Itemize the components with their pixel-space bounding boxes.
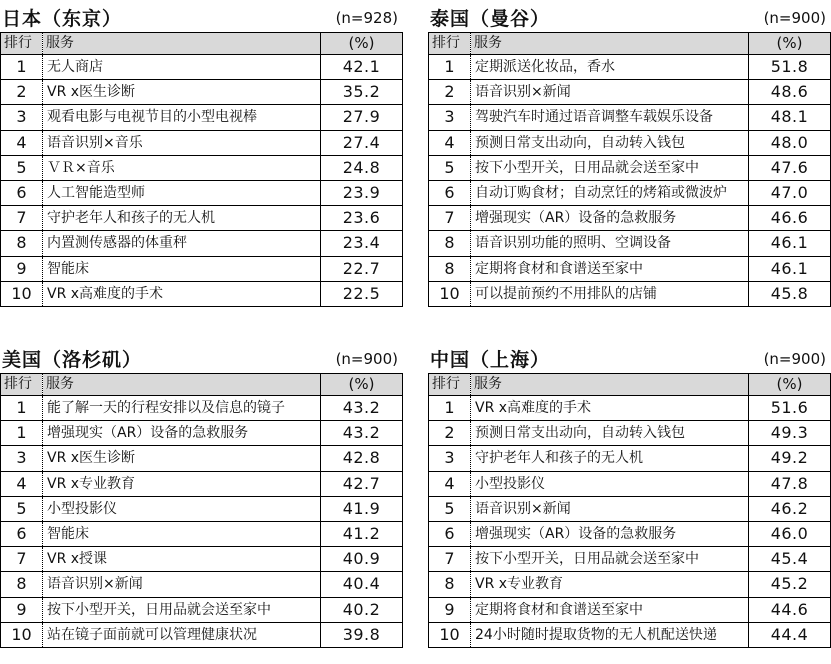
ranking-panel-thailand-bangkok (428, 0, 830, 307)
panel-title: 中国（上海） (430, 349, 551, 371)
service-cell: 智能床 (43, 256, 321, 281)
percent-cell: 45.8 (749, 281, 831, 306)
rank-cell: 4 (429, 471, 471, 496)
panel-header (0, 0, 402, 32)
table-row (1, 105, 403, 130)
table-row (1, 80, 403, 105)
rank-cell: 2 (429, 80, 471, 105)
rank-cell: 5 (1, 496, 43, 521)
percent-cell: 49.3 (749, 421, 831, 446)
service-cell: VR x医生诊断 (43, 80, 321, 105)
percent-cell: 22.7 (321, 256, 403, 281)
service-cell: 人工智能造型师 (43, 180, 321, 205)
percent-cell: 51.8 (749, 55, 831, 80)
rank-cell: 6 (429, 180, 471, 205)
percent-cell: 40.9 (321, 547, 403, 572)
percent-cell: 40.2 (321, 597, 403, 622)
table-row (1, 622, 403, 647)
percent-cell: 42.1 (321, 55, 403, 80)
rank-cell: 5 (429, 155, 471, 180)
percent-cell: 42.7 (321, 471, 403, 496)
table-row (1, 155, 403, 180)
rank-cell: 9 (1, 256, 43, 281)
table-row (429, 597, 831, 622)
table-row (1, 180, 403, 205)
rank-cell: 4 (429, 130, 471, 155)
rank-cell: 3 (1, 105, 43, 130)
table-header-row (1, 33, 403, 55)
table-header-row (1, 374, 403, 396)
sample-size: (n=900) (763, 9, 826, 27)
ranking-table (428, 373, 831, 648)
rank-cell: 7 (1, 547, 43, 572)
ranking-table (0, 32, 403, 307)
panel-title: 美国（洛杉矶） (2, 349, 143, 371)
table-row (429, 547, 831, 572)
panel-header (428, 341, 830, 373)
percent-cell: 23.9 (321, 180, 403, 205)
rank-cell: 1 (1, 396, 43, 421)
rank-cell: 9 (429, 597, 471, 622)
percent-cell: 49.2 (749, 446, 831, 471)
panel-header (0, 341, 402, 373)
table-row (1, 597, 403, 622)
service-cell: 增强现实（AR）设备的急救服务 (471, 521, 749, 546)
rank-cell: 8 (1, 572, 43, 597)
ranking-panel-usa-los-angeles (0, 341, 402, 648)
rank-cell: 4 (1, 471, 43, 496)
percent-cell: 27.4 (321, 130, 403, 155)
table-header-row (429, 374, 831, 396)
percent-cell: 46.1 (749, 256, 831, 281)
sample-size: (n=928) (335, 9, 398, 27)
table-row (1, 130, 403, 155)
rank-cell: 7 (1, 206, 43, 231)
service-cell: ＶＲ×音乐 (43, 155, 321, 180)
rank-cell: 1 (429, 55, 471, 80)
service-cell: 增强现实（AR）设备的急救服务 (471, 206, 749, 231)
service-cell: 定期派送化妆品，香水 (471, 55, 749, 80)
rank-cell: 6 (1, 180, 43, 205)
percent-cell: 42.8 (321, 446, 403, 471)
percent-column-header: (%) (749, 33, 831, 55)
service-cell: 内置测传感器的体重秤 (43, 231, 321, 256)
percent-cell: 51.6 (749, 396, 831, 421)
rank-cell: 7 (429, 547, 471, 572)
service-cell: 定期将食材和食谱送至家中 (471, 256, 749, 281)
table-row (1, 281, 403, 306)
rank-cell: 8 (1, 231, 43, 256)
rank-cell: 3 (429, 105, 471, 130)
service-cell: 智能床 (43, 521, 321, 546)
percent-cell: 48.0 (749, 130, 831, 155)
rank-cell: 6 (1, 521, 43, 546)
service-cell: 按下小型开关，日用品就会送至家中 (43, 597, 321, 622)
percent-cell: 47.0 (749, 180, 831, 205)
table-row (429, 496, 831, 521)
table-row (429, 180, 831, 205)
percent-cell: 46.2 (749, 496, 831, 521)
service-column-header: 服务 (471, 33, 749, 55)
rank-cell: 5 (1, 155, 43, 180)
table-row (429, 521, 831, 546)
service-cell: 小型投影仪 (43, 496, 321, 521)
service-cell: VR x医生诊断 (43, 446, 321, 471)
percent-column-header: (%) (749, 374, 831, 396)
sample-size: (n=900) (335, 350, 398, 368)
percent-cell: 27.9 (321, 105, 403, 130)
rank-cell: 5 (429, 496, 471, 521)
rank-column-header: 排行 (1, 374, 43, 396)
table-row (1, 231, 403, 256)
rank-cell: 7 (429, 206, 471, 231)
service-cell: 小型投影仪 (471, 471, 749, 496)
percent-cell: 24.8 (321, 155, 403, 180)
percent-cell: 40.4 (321, 572, 403, 597)
rank-cell: 1 (429, 396, 471, 421)
service-column-header: 服务 (43, 33, 321, 55)
rank-cell: 10 (429, 281, 471, 306)
percent-cell: 47.6 (749, 155, 831, 180)
percent-cell: 46.6 (749, 206, 831, 231)
table-row (429, 446, 831, 471)
table-row (429, 231, 831, 256)
table-row (429, 572, 831, 597)
service-cell: VR x高难度的手术 (43, 281, 321, 306)
percent-cell: 48.6 (749, 80, 831, 105)
table-row (1, 55, 403, 80)
percent-cell: 41.9 (321, 496, 403, 521)
rank-cell: 6 (429, 521, 471, 546)
percent-cell: 39.8 (321, 622, 403, 647)
service-cell: 预测日常支出动向，自动转入钱包 (471, 130, 749, 155)
service-cell: 定期将食材和食谱送至家中 (471, 597, 749, 622)
table-row (429, 396, 831, 421)
table-row (1, 572, 403, 597)
percent-column-header: (%) (321, 374, 403, 396)
percent-cell: 47.8 (749, 471, 831, 496)
rank-column-header: 排行 (1, 33, 43, 55)
service-cell: VR x高难度的手术 (471, 396, 749, 421)
table-row (1, 421, 403, 446)
table-row (1, 446, 403, 471)
percent-cell: 35.2 (321, 80, 403, 105)
percent-cell: 44.4 (749, 622, 831, 647)
service-cell: 自动订购食材；自动烹饪的烤箱或微波炉 (471, 180, 749, 205)
service-cell: 预测日常支出动向，自动转入钱包 (471, 421, 749, 446)
panel-title: 泰国（曼谷） (430, 8, 551, 30)
rank-cell: 9 (1, 597, 43, 622)
table-row (429, 281, 831, 306)
panel-header (428, 0, 830, 32)
table-row (1, 396, 403, 421)
rank-cell: 4 (1, 130, 43, 155)
rank-cell: 3 (429, 446, 471, 471)
table-row (1, 256, 403, 281)
service-cell: 语音识别×音乐 (43, 130, 321, 155)
percent-cell: 41.2 (321, 521, 403, 546)
table-header-row (429, 33, 831, 55)
table-row (429, 155, 831, 180)
rank-cell: 8 (429, 231, 471, 256)
service-cell: 可以提前预约不用排队的店铺 (471, 281, 749, 306)
table-row (429, 80, 831, 105)
percent-column-header: (%) (321, 33, 403, 55)
rank-cell: 1 (1, 55, 43, 80)
table-row (429, 105, 831, 130)
service-cell: 语音识别×新闻 (471, 496, 749, 521)
service-cell: VR x专业教育 (43, 471, 321, 496)
rank-cell: 10 (1, 281, 43, 306)
service-column-header: 服务 (471, 374, 749, 396)
service-cell: 增强现实（AR）设备的急救服务 (43, 421, 321, 446)
percent-cell: 45.2 (749, 572, 831, 597)
percent-cell: 43.2 (321, 396, 403, 421)
rank-column-header: 排行 (429, 33, 471, 55)
percent-cell: 48.1 (749, 105, 831, 130)
table-row (429, 130, 831, 155)
percent-cell: 23.6 (321, 206, 403, 231)
table-row (1, 521, 403, 546)
rank-cell: 10 (1, 622, 43, 647)
rank-cell: 2 (429, 421, 471, 446)
ranking-table (0, 373, 403, 648)
service-cell: VR x专业教育 (471, 572, 749, 597)
table-row (429, 256, 831, 281)
rank-column-header: 排行 (429, 374, 471, 396)
table-row (1, 496, 403, 521)
service-cell: 24小时随时提取货物的无人机配送快递 (471, 622, 749, 647)
service-cell: 站在镜子面前就可以管理健康状况 (43, 622, 321, 647)
table-row (1, 471, 403, 496)
rank-cell: 8 (429, 572, 471, 597)
rank-cell: 10 (429, 622, 471, 647)
service-cell: 按下小型开关，日用品就会送至家中 (471, 547, 749, 572)
table-row (429, 206, 831, 231)
panel-title: 日本（东京） (2, 8, 123, 30)
percent-cell: 45.4 (749, 547, 831, 572)
ranking-table (428, 32, 831, 307)
service-cell: 守护老年人和孩子的无人机 (471, 446, 749, 471)
service-cell: 观看电影与电视节目的小型电视棒 (43, 105, 321, 130)
rank-cell: 1 (1, 421, 43, 446)
rank-cell: 8 (429, 256, 471, 281)
ranking-panel-china-shanghai (428, 341, 830, 648)
table-row (429, 622, 831, 647)
rank-cell: 3 (1, 446, 43, 471)
service-cell: 语音识别功能的照明、空调设备 (471, 231, 749, 256)
sample-size: (n=900) (763, 350, 826, 368)
service-cell: 语音识别×新闻 (43, 572, 321, 597)
service-cell: 守护老年人和孩子的无人机 (43, 206, 321, 231)
percent-cell: 46.0 (749, 521, 831, 546)
service-cell: 语音识别×新闻 (471, 80, 749, 105)
percent-cell: 44.6 (749, 597, 831, 622)
table-row (429, 421, 831, 446)
percent-cell: 22.5 (321, 281, 403, 306)
rank-cell: 2 (1, 80, 43, 105)
service-column-header: 服务 (43, 374, 321, 396)
service-cell: 能了解一天的行程安排以及信息的镜子 (43, 396, 321, 421)
table-row (429, 471, 831, 496)
table-row (1, 206, 403, 231)
table-row (429, 55, 831, 80)
ranking-panel-japan-tokyo (0, 0, 402, 307)
table-row (1, 547, 403, 572)
percent-cell: 43.2 (321, 421, 403, 446)
service-cell: VR x授课 (43, 547, 321, 572)
service-cell: 按下小型开关，日用品就会送至家中 (471, 155, 749, 180)
service-cell: 驾驶汽车时通过语音调整车载娱乐设备 (471, 105, 749, 130)
service-cell: 无人商店 (43, 55, 321, 80)
percent-cell: 46.1 (749, 231, 831, 256)
percent-cell: 23.4 (321, 231, 403, 256)
